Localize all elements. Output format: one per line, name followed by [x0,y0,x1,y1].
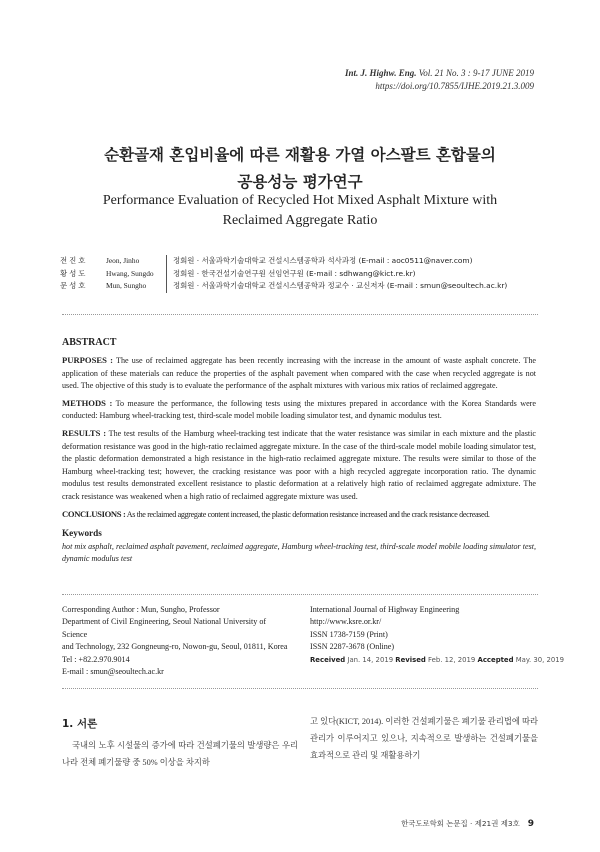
body-text-right: 고 있다(KICT, 2014). 이러한 건설폐기물은 폐기물 관리법에 따라 관리가 이루어지고 있으나, 지속적으로 발생하는 건설폐기물을 효과적으로 관리 및 재활용하기 [310,717,538,760]
author-name-ko: 문성호 [60,281,88,290]
dotted-divider [62,594,538,595]
author-affiliation: 정회원 · 한국건설기술연구원 선임연구원 (E-mail : sdhwang@kict.re.kr) [173,268,416,278]
author-divider [166,268,167,281]
body-text-left: 국내의 노후 시설물의 증가에 따라 건설폐기물의 발생량은 우리나라 전체 폐기물량 중 50% 이상을 차지하 [62,741,298,767]
page-footer [401,818,534,829]
abstract-section [62,336,536,566]
methods-text: To measure the performance, the following tests using the mixtures prepared in accordance with the Korea Standards were conducted: Hamburg wheel-tracking test, third-scale model mobile loading simulator test, and dynamic modulus test. [62,398,536,421]
author-divider [166,255,167,268]
english-title [0,191,600,231]
purposes-label: PURPOSES : [62,355,114,365]
author-affiliation: 정회원 · 서울과학기술대학교 건설시스템공학과 정교수 · 교신저자 (E-mail : smun@seoultech.ac.kr) [173,281,508,290]
author-list [60,255,507,293]
volume-info: Vol. 21 No. 3 : 9-17 JUNE 2019 [418,68,534,78]
results-text: The test results of the Hamburg wheel-tracking test indicate that the water resistance was similar in each mixture and the plastic deformation resistance was good in the high-ratio reclaimed aggregate mixture. In the case of the third-scale model mobile loading simulator test, the plastic deformation demonstrated a high resistance in the high-ratio reclaimed aggregate mixture. The results were similar to those of the Hamburg wheel-tracking test; however, the cracking resistance was poor with a high recycled aggregate incorporation ratio. The dynamic modulus test results demonstrated excellent resistance to plastic deformation at a relatively high ratio of reclaimed aggregate admixture. The crack resistance was weakened when a high ratio of reclaimed aggregate mixture was used. [62,428,537,501]
author-row [60,268,507,281]
author-row [60,280,507,293]
corresponding-line: Corresponding Author : Mun, Sungho, Professor [62,605,220,614]
abstract-heading: ABSTRACT [62,337,117,348]
english-title-line1: Performance Evaluation of Recycled Hot Mixed Asphalt Mixture with [102,193,498,208]
section-title: 1. 서론 [62,718,98,730]
author-name-ko: 전진호 [60,256,88,265]
corresponding-author-block [62,604,292,678]
dotted-divider [62,688,538,689]
dotted-divider [62,314,538,315]
corresponding-line: and Technology, 232 Gongneung-ro, Nowon-gu, Seoul, 01811, Korea [62,642,288,652]
korean-title [0,142,600,196]
author-affiliation: 정회원 · 서울과학기술대학교 건설시스템공학과 석사과정 (E-mail : aoc0511@naver.com) [173,256,473,265]
journal-name: International Journal of Highway Engineering [310,605,460,614]
keywords-heading: Keywords [62,528,102,539]
doi-link[interactable]: https://doi.org/10.7855/IJHE.2019.21.3.009 [375,81,534,91]
conclusions-text: As the reclaimed aggregate content increased, the plastic deformation resistance increased and the crack resistance decreased. [126,509,490,519]
article-dates [310,654,565,666]
corresponding-line: Tel : +82.2.970.9014 [62,654,130,664]
journal-abbrev: Int. J. Highw. Eng. [345,68,417,78]
corresponding-line: Department of Civil Engineering, Seoul National University of Science [62,617,267,639]
revised-date: Feb. 12, 2019 [428,655,476,664]
issn-online: ISSN 2287-3678 (Online) [310,642,395,652]
results-label: RESULTS : [62,427,107,438]
issn-print: ISSN 1738-7159 (Print) [310,629,388,639]
author-divider [166,280,167,293]
conclusions-label: CONCLUSIONS : [62,508,126,519]
purposes-text: The use of reclaimed aggregate has been recently increasing with the increase in the amount of waste asphalt concrete. The application of these materials can reduce the properties of the asphalt pavement when compared with the case when recycled aggregate is not used. The objective of this study is to evaluate the performance of the asphalt mixtures with various mix ratios of reclaimed aggregate. [62,356,536,391]
accepted-date: May. 30, 2019 [515,655,565,664]
abstract-purposes [62,354,536,393]
methods-label: METHODS : [62,397,113,408]
footer-journal: 한국도로학회 논문집 · 제21권 제3호 [401,819,520,828]
revised-label: Revised [395,655,426,664]
korean-title-line1: 순환골재 혼입비율에 따른 재활용 가열 아스팔트 혼합물의 [104,146,496,164]
received-date: Jan. 14, 2019 [347,655,394,664]
author-name-ko: 황성도 [60,268,88,278]
author-name-en: Mun, Sungho [106,281,147,290]
abstract-methods [62,397,536,423]
journal-url[interactable]: http://www.ksre.or.kr/ [310,617,382,627]
author-row [60,255,507,268]
abstract-results [62,427,536,504]
abstract-conclusions [62,508,536,522]
author-name-en: Hwang, Sungdo [106,268,154,278]
author-name-en: Jeon, Jinho [106,256,140,265]
accepted-label: Accepted [477,655,514,664]
keywords-text: hot mix asphalt, reclaimed asphalt pavement, reclaimed aggregate, Hamburg wheel-tracking test, third-scale model mobile loading simulator test, dynamic modulus test [62,541,536,564]
korean-title-line2: 공용성능 평가연구 [237,173,363,191]
journal-info-block [310,604,565,666]
received-label: Received [310,655,346,664]
english-title-line2: Reclaimed Aggregate Ratio [222,213,378,228]
corresponding-email: E-mail : smun@seoultech.ac.kr [62,667,164,677]
journal-citation-header [345,67,534,93]
page-number: 9 [527,818,534,829]
